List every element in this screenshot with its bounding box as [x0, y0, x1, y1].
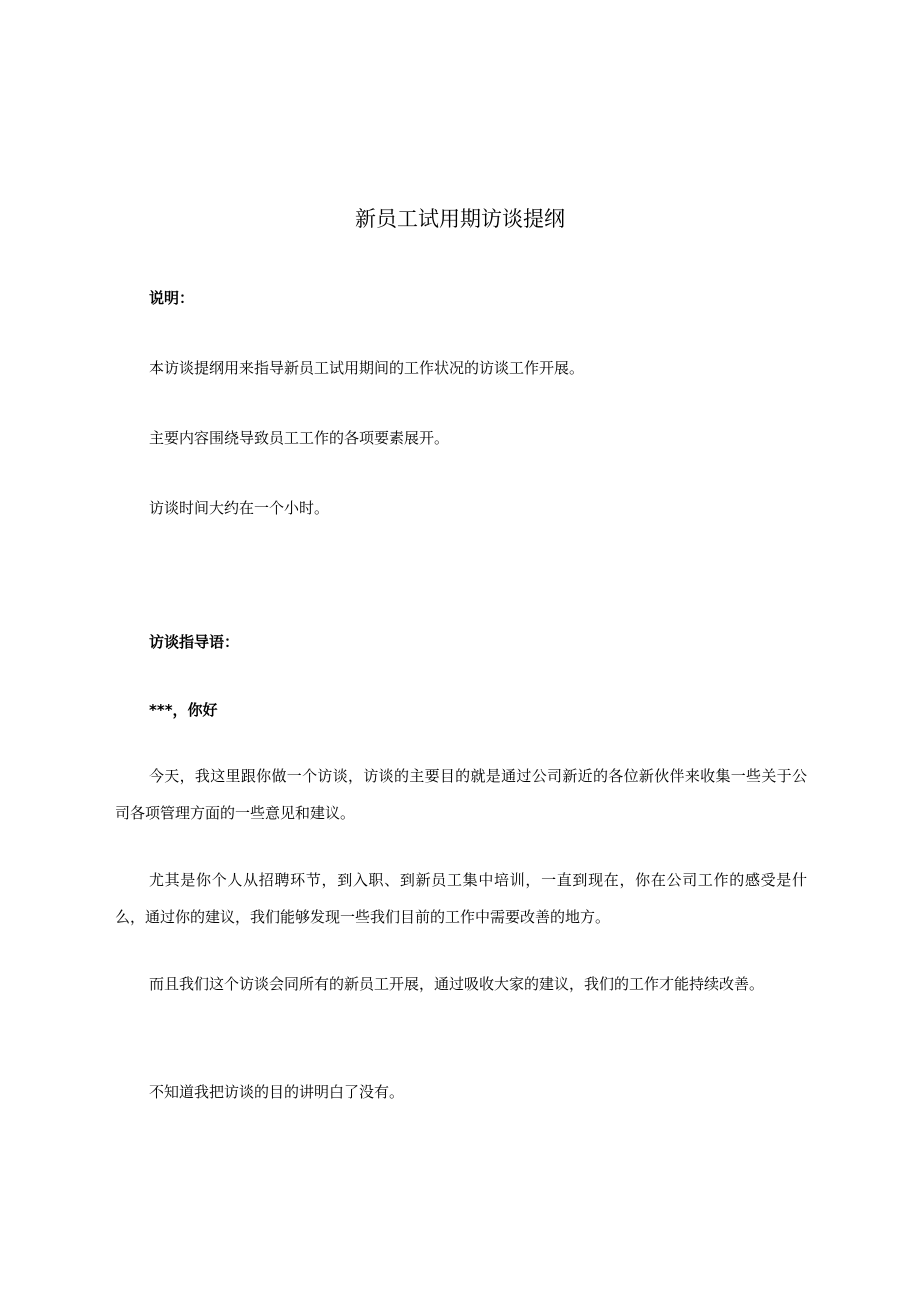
note-line: 访谈时间大约在一个小时。	[149, 499, 330, 517]
body-paragraph: 今天，我这里跟你做一个访谈，访谈的主要目的就是通过公司新近的各位新伙伴来收集一些关于公司各项管理方面的一些意见和建议。	[115, 767, 807, 822]
body-paragraph: 而且我们这个访谈会同所有的新员工开展，通过吸收大家的建议，我们的工作才能持续改善。	[149, 975, 765, 993]
document-title: 新员工试用期访谈提纲	[355, 207, 565, 231]
guide-heading: 访谈指导语：	[149, 633, 240, 651]
body-paragraph: 尤其是你个人从招聘环节，到入职、到新员工集中培训，一直到现在，你在公司工作的感受是什么，通过你的建议，我们能够发现一些我们目前的工作中需要改善的地方。	[115, 871, 807, 926]
note-line: 主要内容围绕导致员工工作的各项要素展开。	[149, 429, 450, 447]
body-paragraph: 不知道我把访谈的目的讲明白了没有。	[149, 1083, 405, 1101]
note-line: 本访谈提纲用来指导新员工试用期间的工作状况的访谈工作开展。	[149, 359, 585, 377]
note-heading: 说明：	[149, 289, 195, 307]
greeting: ***，你好	[149, 701, 218, 719]
